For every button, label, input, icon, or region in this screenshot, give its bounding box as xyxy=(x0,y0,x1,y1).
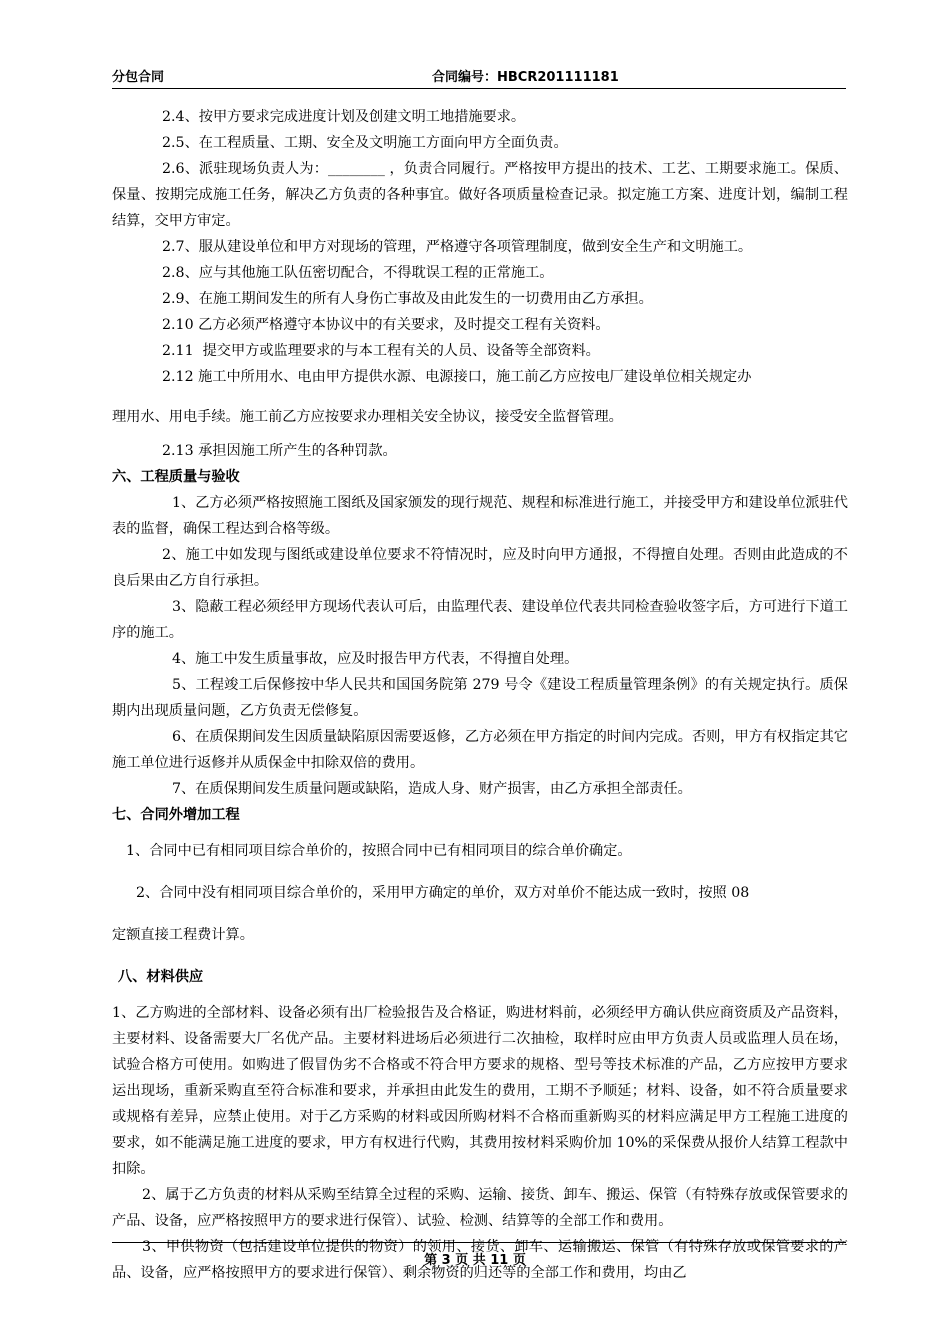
page-header xyxy=(112,66,846,88)
header-rule xyxy=(112,88,846,89)
page-number: 第 3 页 共 11 页 xyxy=(424,1253,526,1268)
contract-number: 合同编号：HBCR201111181 xyxy=(432,70,619,85)
clause-2-9: 2.9、在施工期间发生的所有人身伤亡事故及由此发生的一切费用由乙方承担。 xyxy=(162,291,653,307)
section-8-item-1: 1、乙方购进的全部材料、设备必须有出厂检验报告及合格证，购进材料前，必须经甲方确认供应商资质及产品资料，主要材料、设备需要大厂名优产品。主要材料进场后必须进行二次抽检，取样时应由甲方负责人员或监理人员在场，试验合格方可使用。如购进了假冒伪劣不合格或不符合甲方要求的规格、型号等技术标准的产品，乙方应按甲方要求运出现场，重新采购直至符合标准和要求，并承担由此发生的费用，工期不予顺延；材料、设备，如不符合质量要求或规格有差异，应禁止使用。对于乙方采购的材料或因所购材料不合格而重新购买的材料应满足甲方工程施工进度的要求，如不能满足施工进度的要求，甲方有权进行代购，其费用按材料采购价加 10%的采保费从报价人结算工程款中扣除。 xyxy=(112,1005,848,1177)
section-8-item-2: 2、属于乙方负责的材料从采购至结算全过程的采购、运输、接货、卸车、搬运、保管（有特殊存放或保管要求的产品、设备，应严格按照甲方的要求进行保管）、试验、检测、结算等的全部工作和费用。 xyxy=(112,1187,848,1229)
clause-2-6: 2.6、派驻现场负责人为：________ ，负责合同履行。严格按甲方提出的技术、工艺、工期要求施工。保质、保量、按期完成施工任务，解决乙方负责的各种事宜。做好各项质量检查记录。拟定施工方案、进度计划，编制工程结算，交甲方审定。 xyxy=(112,161,848,229)
clause-2-4: 2.4、按甲方要求完成进度计划及创建文明工地措施要求。 xyxy=(162,109,526,125)
clause-2-10: 2.10 乙方必须严格遵守本协议中的有关要求，及时提交工程有关资料。 xyxy=(162,317,610,333)
clause-2-13: 2.13 承担因施工所产生的各种罚款。 xyxy=(162,443,397,459)
section-6-item-7: 7、在质保期间发生质量问题或缺陷，造成人身、财产损害，由乙方承担全部责任。 xyxy=(172,781,692,797)
clause-2-5: 2.5、在工程质量、工期、安全及文明施工方面向甲方全面负责。 xyxy=(162,135,568,151)
section-6-heading: 六、工程质量与验收 xyxy=(112,469,240,485)
section-6-item-4: 4、施工中发生质量事故，应及时报告甲方代表，不得擅自处理。 xyxy=(172,651,579,667)
section-7-heading: 七、合同外增加工程 xyxy=(112,807,240,823)
section-6-item-5: 5、工程竣工后保修按中华人民共和国国务院第 279 号令《建设工程质量管理条例》的有关规定执行。质保期内出现质量问题，乙方负责无偿修复。 xyxy=(112,677,848,719)
section-6-item-1: 1、乙方必须严格按照施工图纸及国家颁发的现行规范、规程和标准进行施工，并接受甲方和建设单位派驻代表的监督，确保工程达到合格等级。 xyxy=(112,495,848,537)
clause-2-11: 2.11 提交甲方或监理要求的与本工程有关的人员、设备等全部资料。 xyxy=(162,343,600,359)
clause-2-12-cont: 理用水、用电手续。施工前乙方应按要求办理相关安全协议，接受安全监督管理。 xyxy=(112,409,623,425)
clause-2-12: 2.12 施工中所用水、电由甲方提供水源、电源接口，施工前乙方应按电厂建设单位相关规定办 xyxy=(162,369,752,385)
section-6-item-6: 6、在质保期间发生因质量缺陷原因需要返修，乙方必须在甲方指定的时间内完成。否则，甲方有权指定其它施工单位进行返修并从质保金中扣除双倍的费用。 xyxy=(112,729,848,771)
section-7-item-2-cont: 定额直接工程费计算。 xyxy=(112,927,254,943)
document-type: 分包合同 xyxy=(112,70,165,85)
page-body xyxy=(112,104,848,1286)
clause-2-7: 2.7、服从建设单位和甲方对现场的管理，严格遵守各项管理制度，做到安全生产和文明施工。 xyxy=(162,239,753,255)
section-8-item-3: 3、甲供物资（包括建设单位提供的物资）的领用、接货、卸车、运输搬运、保管（有特殊存放或保管要求的产品、设备，应严格按照甲方的要求进行保管）、剩余物资的归还等的全部工作和费用，均由乙 xyxy=(112,1239,848,1281)
section-8-heading: 八、材料供应 xyxy=(118,969,204,985)
section-7-item-2: 2、合同中没有相同项目综合单价的，采用甲方确定的单价，双方对单价不能达成一致时，按照 08 xyxy=(136,885,750,901)
section-7-item-1: 1、合同中已有相同项目综合单价的，按照合同中已有相同项目的综合单价确定。 xyxy=(126,843,632,859)
section-6-item-3: 3、隐蔽工程必须经甲方现场代表认可后，由监理代表、建设单位代表共同检查验收签字后，方可进行下道工序的施工。 xyxy=(112,599,848,641)
clause-2-8: 2.8、应与其他施工队伍密切配合，不得耽误工程的正常施工。 xyxy=(162,265,554,281)
section-6-item-2: 2、施工中如发现与图纸或建设单位要求不符情况时，应及时向甲方通报，不得擅自处理。否则由此造成的不良后果由乙方自行承担。 xyxy=(112,547,848,589)
footer-rule xyxy=(112,1242,846,1243)
